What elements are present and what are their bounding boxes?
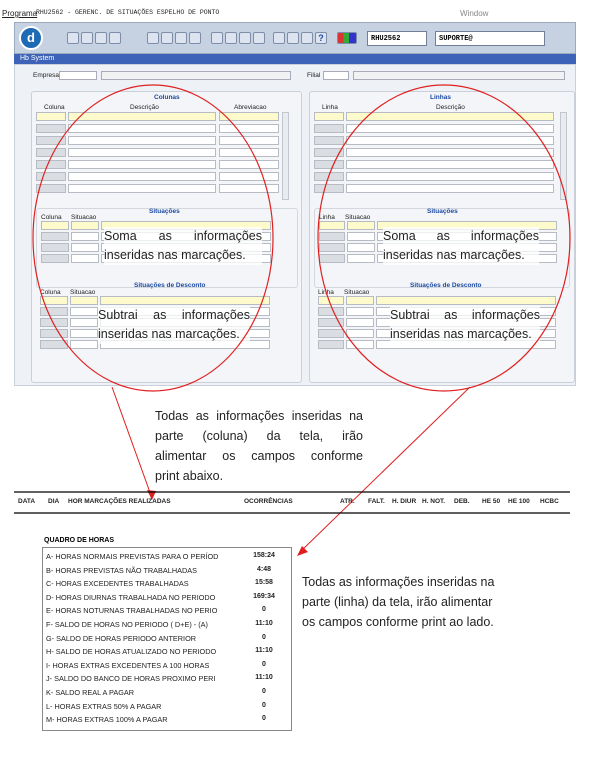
lin-desconto-header-linha: Linha: [318, 289, 334, 296]
app-logo-icon: d: [19, 26, 43, 50]
quadro-row-label: H- SALDO DE HORAS ATUALIZADO NO PERIODO: [46, 647, 217, 657]
quadro-row-label: G- SALDO DE HORAS PERIODO ANTERIOR: [46, 633, 197, 643]
quadro-row-value: 0: [262, 606, 266, 614]
linhas-title: Linhas: [430, 94, 451, 101]
quadro-row-value: 11:10: [255, 674, 273, 682]
hdr-he50: HE 50: [482, 498, 501, 505]
quadro-row-value: 11:10: [255, 620, 273, 627]
subtitle-bar: Hb System: [14, 54, 576, 64]
quadro-row-value: 4:48: [256, 565, 271, 573]
quadro-row-label: J- SALDO DO BANCO DE HORAS PROXIMO PERI: [46, 674, 216, 684]
quadro-row-label: L- HORAS EXTRAS 50% A PAGAR: [46, 701, 162, 711]
soma-annotation-left: Soma as informações inseridas nas marcações.: [104, 227, 262, 265]
quadro-row: [46, 634, 288, 645]
hdr-hcbc: HCBC: [540, 498, 559, 505]
quadro-row-label: D- HORAS DIURNAS TRABALHADA NO PERIODO: [46, 592, 216, 602]
hdr-dia: DIA: [48, 498, 60, 505]
quadro-row-label: C- HORAS EXCEDENTES TRABALHADAS: [46, 579, 189, 589]
quadro-row-value: 0: [262, 660, 266, 668]
quadro-row: [46, 702, 288, 713]
lin-header-descricao: Descrição: [436, 104, 465, 111]
quadro-row: [46, 620, 288, 631]
quadro-row-label: F- SALDO DE HORAS NO PERIODO ( D+E) - (A): [46, 620, 208, 629]
hdr-data: DATA: [18, 498, 36, 505]
quadro-row: [46, 579, 288, 590]
quadro-row-label: B- HORAS PREVISTAS NÃO TRABALHADAS: [46, 565, 197, 575]
quadro-row-value: 15:58: [255, 579, 273, 587]
quadro-row: [46, 674, 288, 685]
quadro-row-value: 158:24: [253, 552, 275, 559]
col-header-abreviacao: Abreviacao: [234, 104, 267, 111]
hdr-deb: DEB.: [454, 498, 470, 505]
subtrai-annotation-right: Subtrai as informações inseridas nas marcações.: [390, 306, 540, 344]
arrow-coluna: [112, 387, 152, 498]
linhas-circle: [318, 85, 570, 391]
soma-annotation-right: Soma as informações inseridas nas marcações.: [383, 227, 539, 265]
hdr-atr: ATR.: [340, 498, 355, 505]
quadro-row-value: 0: [262, 701, 266, 709]
quadro-row-value: 0: [262, 715, 266, 723]
quadro-row-label: K- SALDO REAL A PAGAR: [46, 688, 135, 697]
user-field: SUPORTE@: [435, 31, 545, 46]
hdr-marcacoes: HOR MARCAÇÕES REALIZADAS: [68, 498, 171, 505]
quadro-row: [46, 647, 288, 658]
quadro-row-value: 169:34: [253, 592, 275, 600]
colunas-situacoes-title: Situações: [149, 208, 180, 215]
subtrai-annotation-left: Subtrai as informações inseridas nas marcações.: [98, 306, 250, 344]
col-header-descricao: Descrição: [130, 104, 159, 111]
quadro-row: [46, 566, 288, 577]
situacoes-header-coluna: Coluna: [41, 214, 62, 221]
lin-header-linha: Linha: [322, 104, 338, 111]
menu-window[interactable]: Window: [460, 9, 489, 18]
colunas-circle: [33, 85, 273, 391]
lin-situacoes-header-situacao: Situacao: [345, 214, 371, 221]
quadro-row: [46, 552, 288, 563]
window-title: RHU2562 - GERENC. DE SITUAÇÕES ESPELHO DE PONTO: [36, 9, 220, 16]
desconto-header-coluna: Coluna: [40, 289, 61, 296]
quadro-row-value: 0: [262, 688, 266, 695]
empresa-label: Empresa: [33, 72, 60, 79]
situacoes-header-situacao: Situacao: [71, 214, 97, 221]
colunas-title: Colunas: [154, 94, 180, 101]
linhas-desconto-title: Situações de Desconto: [410, 282, 482, 289]
quadro-row-value: 0: [262, 633, 266, 641]
col-header-coluna: Coluna: [44, 104, 65, 111]
quadro-row-label: I- HORAS EXTRAS EXCEDENTES A 100 HORAS: [46, 660, 210, 670]
quadro-title: QUADRO DE HORAS: [44, 537, 115, 544]
menu-programa[interactable]: Programa: [2, 9, 38, 18]
hdr-hnot: H. NOT.: [422, 498, 446, 505]
report-header: [14, 492, 570, 514]
quadro-row: [46, 661, 288, 672]
filial-label: Filial: [307, 72, 321, 79]
quadro-row-label: E- HORAS NOTURNAS TRABALHADAS NO PERIO: [46, 606, 218, 616]
hdr-he100: HE 100: [508, 498, 530, 505]
hdr-hdiur: H. DIUR: [392, 498, 417, 505]
hdr-falt: FALT.: [368, 498, 385, 505]
note-linha: Todas as informações inseridas na parte (linha) da tela, irão alimentar os campos conforme print ao lado.: [302, 575, 495, 629]
colunas-desconto-title: Situações de Desconto: [134, 282, 206, 289]
desconto-header-situacao: Situacao: [70, 289, 96, 296]
module-code-field: RHU2562: [367, 31, 427, 46]
help-icon[interactable]: ?: [315, 32, 327, 44]
quadro-row: [46, 715, 288, 726]
arrow-linha-head: [297, 546, 308, 556]
note-coluna: Todas as informações inseridas na parte (coluna) da tela, irão alimentar os campos conforme print abaixo.: [155, 409, 363, 483]
quadro-table: [42, 547, 292, 731]
quadro-row-label: M- HORAS EXTRAS 100% A PAGAR: [46, 715, 168, 725]
lin-situacoes-header-linha: Linha: [319, 214, 335, 221]
quadro-de-horas: [42, 537, 292, 731]
linhas-situacoes-title: Situações: [427, 208, 458, 215]
quadro-row: [46, 688, 288, 699]
lin-desconto-header-situacao: Situacao: [344, 289, 370, 296]
hdr-ocorrencias: OCORRÊNCIAS: [244, 498, 293, 505]
quadro-row: [46, 606, 288, 617]
quadro-row-label: A- HORAS NORMAIS PREVISTAS PARA O PERÍOD: [46, 552, 219, 561]
quadro-row: [46, 593, 288, 604]
quadro-row-value: 11:10: [255, 647, 273, 655]
